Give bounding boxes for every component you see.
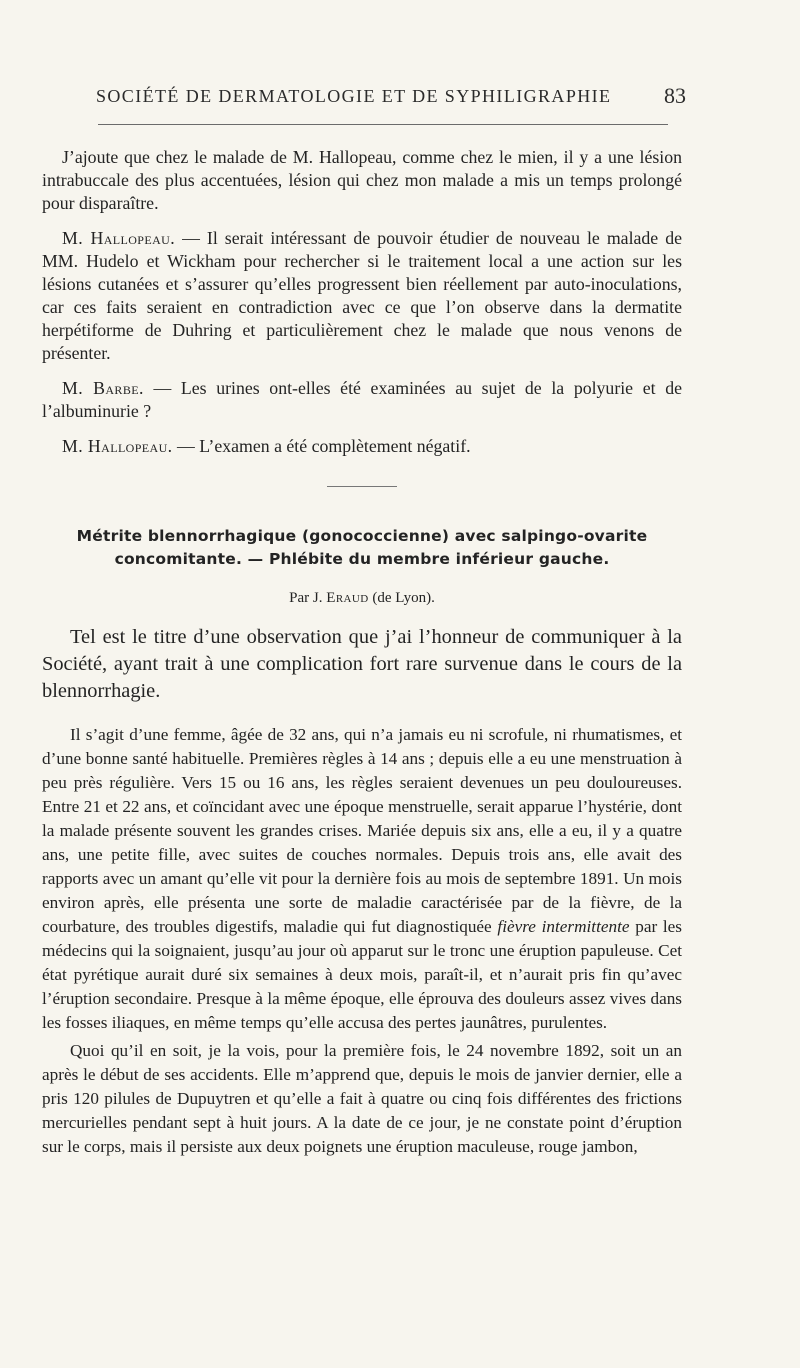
case-history-text-a: Il s’agit d’une femme, âgée de 32 ans, qui n’a jamais eu ni scrofule, ni rhumatismes, et d’une bonne santé habituelle. Premières règles à 14 ans ; depuis elle a eu une menstruation à peu près régulière. Vers 15 ou 16 ans, les règles seraient devenues un peu douloureuses. Entre 21 et 22 ans, et coïncidant avec une époque menstruelle, serait apparue l’hystérie, dont la malade présente souvent les grandes crises. Mariée depuis six ans, elle a eu, il y a quatre ans, une petite fille, avec suites de couches normales. Depuis trois ans, elle avait des rapports avec un amant qu’elle vit pour la dernière fois au mois de septembre 1891. Un mois environ après, elle présenta une sorte de maladie caractérisée par de la fièvre, de la courbature, des troubles digestifs, maladie qui fut diagnostiquée (42, 725, 682, 936)
body-text (42, 146, 682, 1163)
article-title-line-2: concomitante. — Phlébite du membre inférieur gauche. (114, 550, 610, 568)
article-title (42, 525, 682, 571)
paragraph-hallopeau-1 (42, 227, 682, 365)
paragraph-barbe (42, 377, 682, 423)
running-header (96, 83, 686, 116)
paragraph-intro-comment (42, 146, 682, 215)
page-number: 83 (664, 83, 686, 108)
article-intro: Tel est le titre d’une observation que j’ai l’honneur de communiquer à la Société, ayant trait à une complication fort rare survenue dans le cours de la blennorrhagie. (42, 626, 682, 702)
case-history-paragraph (42, 723, 682, 1035)
paragraph-text: — Les urines ont-elles été examinées au sujet de la polyurie et de l’albuminurie ? (42, 378, 682, 421)
paragraph-text: — L’examen a été complètement négatif. (172, 436, 471, 456)
examination-paragraph: Quoi qu’il en soit, je la vois, pour la première fois, le 24 novembre 1892, soit un an après le début de ses accidents. Elle m’apprend que, depuis le mois de janvier dernier, elle a pris 120 pilules de Dupuytren et qu’elle a fait à quatre ou cinq fois différentes des frictions mercurielles pendant sept à huit jours. A la date de ce jour, je ne constate point d’éruption sur le corps, mais il persiste aux deux poignets une éruption maculeuse, rouge jambon, (42, 1041, 682, 1156)
paragraph-hallopeau-2 (42, 435, 682, 458)
article-title-line-1: Métrite blennorrhagique (gonococcienne) avec salpingo-ovarite (76, 527, 648, 545)
case-history-text-b: par les médecins qui la soignaient, jusqu’au jour où apparut sur le tronc une éruption papuleuse. Cet état pyrétique aurait duré six semaines à deux mois, paraît-il, et n’aurait pris fin qu’avec l’éruption secondaire. Presque à la même époque, elle éprouva des douleurs assez vives dans les fosses iliaques, en même temps qu’elle accusa des pertes jaunâtres, purulentes. (42, 917, 682, 1032)
section-divider (327, 486, 397, 487)
author-name: Eraud (326, 590, 369, 606)
header-rule (98, 124, 668, 125)
speaker-name: M. Barbe. (62, 378, 144, 398)
speaker-name: M. Hallopeau. (62, 228, 176, 248)
header-title: SOCIÉTÉ DE DERMATOLOGIE ET DE SYPHILIGRAPHIE (96, 86, 612, 106)
byline-prefix: Par J. (289, 590, 327, 606)
byline-suffix: (de Lyon). (368, 590, 435, 606)
case-history-italic: fièvre intermittente (497, 917, 630, 936)
article-byline (42, 587, 682, 610)
paragraph-text: J’ajoute que chez le malade de M. Hallopeau, comme chez le mien, il y a une lésion intrabuccale des plus accentuées, lésion qui chez mon malade a mis un temps prolongé pour disparaître. (42, 147, 682, 213)
paragraph-text: — Il serait intéressant de pouvoir étudier de nouveau le malade de MM. Hudelo et Wickham pour rechercher si le traitement local a une action sur les lésions cutanées et s’assurer qu’elles progressent bien réellement par auto-inoculations, car ces faits seraient en contradiction avec ce que l’on observe dans la dermatite herpétiforme de Duhring et particulièrement chez le malade que nous venons de présenter. (42, 228, 682, 363)
speaker-name: M. Hallopeau. (62, 436, 173, 456)
